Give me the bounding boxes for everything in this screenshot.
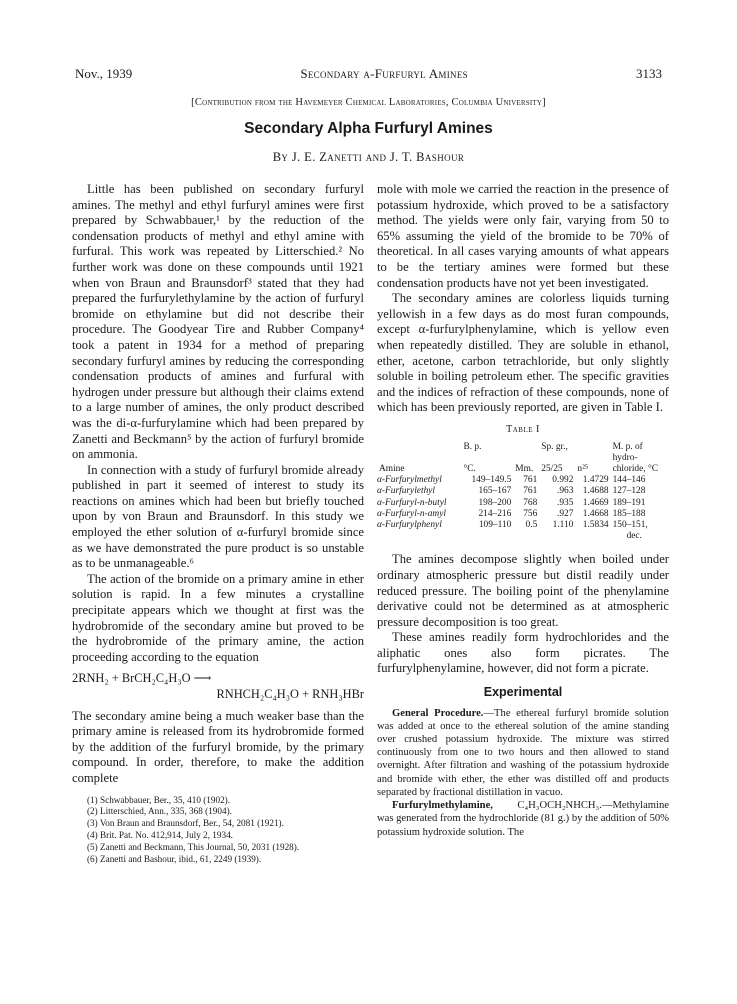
experimental-text: [377, 707, 669, 839]
author-line: By J. E. Zanetti and J. T. Bashour: [272, 150, 465, 164]
cell-mp: 144–146: [612, 475, 646, 486]
chemical-formula: C₄H₃OCH₂NHCH₃.: [517, 800, 602, 812]
properties-paragraph: The secondary amines are colorless liquids turning yellowish in a few days as do most furan compounds, except α-furfurylphenylamine, which is yellow even when repeatedly distilled. They are soluble in ethanol, ether, acetone, carbon tetrachloride, but only slightly soluble in boiling petroleum ether. The specific gravities and the indices of refraction of these compounds, none of which has been previously reported, are given in Table I.: [377, 291, 669, 415]
cell-mp-note: dec.: [626, 531, 642, 542]
col-header-amine: Amine: [379, 463, 405, 474]
cell-n: 1.4669: [582, 497, 609, 508]
cell-mm: 756: [523, 508, 538, 519]
cell-n: 1.5834: [582, 519, 609, 530]
run-in-heading: General Procedure.: [392, 707, 484, 719]
base-paragraph: The secondary amine being a much weaker base than the primary amine is released from its hydrobromide formed by the addition of the furfuryl bromide, by the primary compound. In order, therefore, to make the addition complete: [72, 708, 364, 785]
equation-line-2: RNHCH₂C₄H₃O + RNH₃HBr: [216, 687, 364, 701]
col-header-mp: M. p. of: [612, 441, 643, 452]
equation-line-1: 2RNH₂ + BrCH₂C₄H₃O ⟶: [72, 671, 212, 686]
cell-amine: α-Furfuryl-n-butyl: [377, 497, 447, 508]
cell-mm: 768: [523, 497, 538, 508]
study-paragraph: In connection with a study of furfuryl bromide already published in part it seemed of interest to study its reactions on amines which had been but briefly touched upon by von Braun and Braunsdorf. In this study we employed the ether solution of α-furfuryl bromide since as we have demonstrated the pure product is so unstable as to be unmanageable.⁶: [72, 462, 364, 571]
running-head: [75, 66, 662, 82]
properties-table: [377, 442, 669, 543]
col-header-mp-2: hydro-: [612, 452, 638, 463]
col-header-bp-mm: Mm.: [515, 463, 534, 474]
col-header-n: n²⁵: [577, 463, 589, 474]
cell-amine: α-Furfurylmethyl: [377, 475, 442, 486]
table-caption: Table I: [506, 423, 540, 435]
cell-mm: 761: [523, 475, 538, 486]
cell-spgr: 1.110: [552, 519, 574, 530]
footnote: (4) Brit. Pat. No. 412,914, July 2, 1934.: [87, 829, 233, 840]
cell-bp: 109–110: [478, 519, 512, 530]
distillation-paragraph: The amines decompose slightly when boiled under ordinary atmospheric pressure but distil readily under reduced pressure. The boiling point of the phenylamine derivative could not be determined as at atmospheric pressure decomposition is too great.: [377, 552, 669, 629]
col-header-spgr-sub: 25/25: [541, 463, 563, 474]
cell-spgr: .927: [556, 508, 574, 519]
col-header-mp-3: chloride, °C: [612, 463, 658, 474]
footnotes: [72, 795, 364, 866]
cell-amine: α-Furfurylphenyl: [377, 519, 442, 530]
col-header-bp: B. p.: [463, 441, 482, 452]
cell-mp: 150–151,: [612, 519, 648, 530]
cell-n: 1.4729: [582, 475, 609, 486]
cell-spgr: .935: [556, 497, 574, 508]
page-number: 3133: [636, 66, 662, 81]
footnote: (2) Litterschied, Ann., 335, 368 (1904).: [87, 806, 232, 817]
cell-n: 1.4688: [582, 486, 609, 497]
cell-spgr: .963: [556, 486, 574, 497]
col-header-spgr: Sp. gr.,: [541, 441, 568, 452]
table-row: [377, 475, 669, 486]
cell-spgr: 0.992: [552, 475, 574, 486]
running-head-title: Secondary α-Furfuryl Amines: [300, 66, 468, 81]
procedure-text: —Methylamine was generated from the hydrochloride (81 g.) by the addition of 50% potassium hydroxide solution. The: [377, 800, 669, 838]
cell-mp: 127–128: [612, 486, 646, 497]
footnote: (6) Zanetti and Bashour, ibid., 61, 2249 (1939).: [87, 853, 262, 864]
general-procedure-paragraph: [377, 707, 669, 799]
cell-bp: 214–216: [478, 508, 512, 519]
cell-bp: 198–200: [478, 497, 512, 508]
cell-amine: α-Furfurylethyl: [377, 486, 436, 497]
table-row: [377, 486, 669, 497]
table-row: [377, 531, 669, 542]
section-heading: Experimental: [483, 685, 563, 700]
run-in-heading: Furfurylmethylamine,: [392, 800, 493, 812]
reaction-paragraph: The action of the bromide on a primary amine in ether solution is rapid. In a few minutes a crystalline precipitate appears which we thought at first was the hydrobromide of the secondary amine but proved to be the hydrobromide of the primary amine, the action proceeding according to the equation: [72, 571, 364, 664]
cell-bp: 165–167: [478, 486, 512, 497]
procedure-text: —The ethereal furfuryl bromide solution was added at once to the ethereal solution of the amine standing over crushed potassium hydroxide. The mixture was stirred continuously from one to two hours and then allowed to stand overnight. After filtration and washing of the potassium hydroxide and bromide with ether, the ether was distilled off and products separated by fractional distillation in vacuo.: [377, 707, 669, 798]
cell-mp: 185–188: [612, 508, 646, 519]
hydrochloride-paragraph: These amines readily form hydrochlorides and the aliphatic ones also form picrates. The furfurylphenylamine, however, did not form a picrate.: [377, 630, 669, 676]
article-title: Secondary Alpha Furfuryl Amines: [244, 120, 493, 137]
cell-mm: 0.5: [525, 519, 538, 530]
contribution-line: [Contribution from the Havemeyer Chemical Laboratories, Columbia University]: [191, 97, 546, 108]
cell-amine: α-Furfuryl-n-amyl: [377, 508, 446, 519]
table-row: [377, 520, 669, 531]
left-column: [72, 182, 364, 865]
cell-n: 1.4668: [582, 508, 609, 519]
footnote: (3) Von Braun and Braunsdorf, Ber., 54, 2081 (1921).: [87, 818, 284, 829]
cell-mp: 189–191: [612, 497, 646, 508]
intro-paragraph: Little has been published on secondary furfuryl amines. The methyl and ethyl furfuryl amines were first prepared by Schwabbauer,¹ by the reduction of the condensation products of methyl and ethyl amine with furfural. This work was repeated by Litterschied.² No further work was done on these compounds until 1921 when von Braun and Braunsdorf³ stated that they had prepared the furfurylethylamine by the action of furfuryl bromide on ethylamine but did not describe their procedure. The Goodyear Tire and Rubber Company⁴ took a patent in 1934 for a method of preparing secondary furfuryl amines by reducing the corresponding condensation products of amines and furfural with hydrogen under pressure but although their claims extend to a large number of amines, the only product described was the di-α-furfurylamine which had been prepared by Zanetti and Beckmann⁵ by the action of furfuryl bromide on ammonia.: [72, 182, 364, 462]
running-head-date: Nov., 1939: [75, 66, 133, 81]
footnote: (1) Schwabbauer, Ber., 35, 410 (1902).: [87, 794, 231, 805]
footnote: (5) Zanetti and Beckmann, This Journal, 50, 2031 (1928).: [87, 841, 300, 852]
col-header-bp-c: °C.: [463, 463, 476, 474]
cell-bp: 149–149.5: [471, 475, 512, 486]
continued-paragraph: mole with mole we carried the reaction in the presence of potassium hydroxide, which proved to be a satisfactory method. The yields were only fair, varying from 50 to 65% assuming the yield of the bromide to be 70% of theoretical. In all cases varying amounts of what appears to be the tertiary amines were formed but these condensation products have not yet been investigated.: [377, 182, 669, 290]
table-row: [377, 498, 669, 509]
furfurylmethylamine-paragraph: [377, 799, 669, 839]
cell-mm: 761: [523, 486, 538, 497]
right-column: [377, 182, 669, 839]
table-row: [377, 509, 669, 520]
